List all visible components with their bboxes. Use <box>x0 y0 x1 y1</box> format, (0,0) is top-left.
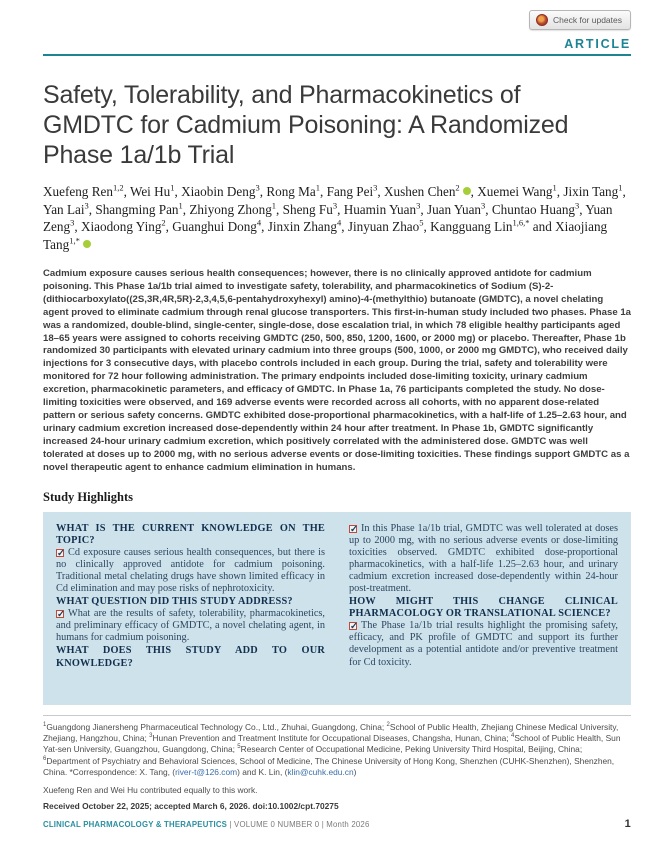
author: Xuefeng Ren$^{1,2}$ <box>43 182 124 199</box>
author: Jixin Tang$^1$ <box>563 182 623 199</box>
highlight-answer: ✓ Cd exposure causes serious health consequences, but there is no clinically approved antidote for cadmium poisoning. Traditional metal chelating drugs have shown limited efficacy in Cd elimination and may pose risks of nephrotoxicity. <box>56 546 325 594</box>
checked-box-icon: ✓ <box>350 621 358 633</box>
author: Sheng Fu$^3$ <box>282 200 338 217</box>
author: Huamin Yuan$^3$ <box>343 200 421 217</box>
author: Xuemei Wang$^1$ <box>477 182 557 199</box>
author: Guanghui Dong$^4$ <box>172 217 262 234</box>
author: Jinyuan Zhao$^5$ <box>347 217 424 234</box>
check-for-updates-button[interactable] <box>529 10 631 30</box>
article-type-label: ARTICLE <box>564 37 631 51</box>
study-highlights-heading: Study Highlights <box>43 489 133 504</box>
page-number: 1 <box>624 818 631 830</box>
header-rule <box>43 54 631 56</box>
author: Xiaodong Ying$^2$ <box>80 217 166 234</box>
author: Yuan Zeng$^3$ <box>43 201 613 234</box>
crossmark-icon <box>536 14 548 26</box>
author: Chuntao Huang$^3$ <box>491 200 580 217</box>
author: Xiaobin Deng$^3$ <box>181 182 260 199</box>
footer-meta: | VOLUME 0 NUMBER 0 | Month 2026 <box>227 820 370 829</box>
author: Shangming Pan$^1$ <box>95 200 183 217</box>
author: Wei Hu$^1$ <box>129 182 175 199</box>
highlight-question: WHAT IS THE CURRENT KNOWLEDGE ON THE TOPIC? <box>56 522 325 546</box>
abstract-text: Cadmium exposure causes serious health consequences; however, there is no clinically approved antidote for cadmium poisoning. This Phase 1a/1b trial aimed to investigate safety, tolerability, and pharmacokinetics of Sodium (S)-2-(dithiocarboxylato((2S,3R,4R,5R)-2,3,4,5,6-pentahydroxyhexyl) amino)-4-(methylthio) butanoate (GMDTC), a novel chelating agent proved to eliminate cadmium through renal glucose transporters. This first-in-human study included two phases. Phase 1a was a randomized, double-blind, single-center, single-dose, dose escalation trial, in which 78 eligible healthy participants aged 18–65 years were assigned to cohorts receiving GMDTC (250, 500, 850, 1200, 1600, or 2000 mg) or placebo. Thereafter, Phase 1b randomized 30 participants with elevated urinary cadmium into three groups (500, 1000, or 2000 mg GMDTC), who received daily injections for 3 consecutive days, with placebo controls included in each group. During the trial, safety and tolerability were monitored for 72 hour following administration. The primary endpoints included dose-limiting toxicity, urinary cadmium excretion, pharmacokinetic parameters, and efficacy of GMDTC. In Phase 1a, 76 participants completed the study. No dose-limiting toxicities were observed, and 169 adverse events were recorded across all cohorts, with no apparent dose-related pattern or serious safety concerns. GMDTC exhibited dose-proportional pharmacokinetics, with a half-life of 1.25–2.63 hour, and urinary cadmium excretion increased dose-dependently within 24 hour after treatment. In Phase 1b, GMDTC significantly increased 24-hour urinary cadmium excretion, which positively correlated with the administered dose. GMDTC was well tolerated at doses up to 2000 mg, with no serious adverse events or dose-limiting toxicities. These findings support GMDTC as a novel therapeutic agent to enhance cadmium elimination in humans. <box>43 268 631 473</box>
correspondence-email-lin[interactable]: klin@cuhk.edu.cn <box>287 767 354 778</box>
author-list: Xuefeng Ren$^{1,2}$, Wei Hu$^1$, Xiaobin Deng$^3$, Rong Ma$^1$, Fang Pei$^3$, Xushen Chen$^2$ , Xuemei Wang$^1$, Jixin Tang$^1$, Yan Lai$^3$, Shangming Pan$^1$, Zhiyong Zhong$^1$, Sheng Fu$^3$, Huamin Yuan$^3$, Juan Yuan$^3$, Chuntao Huang$^3$, Yuan Zeng$^3$, Xiaodong Ying$^2$, Guanghui Dong$^4$, Jinxin Zhang$^4$, Jinyuan Zhao$^5$, Kangguang Lin$^{1,6,*}$ and Xiaojiang Tang$^{1,*}$ <box>43 182 626 252</box>
author: Kangguang Lin$^{1,6,*}$ <box>430 217 530 234</box>
page-title: Safety, Tolerability, and Pharmacokinetics of GMDTC for Cadmium Poisoning: A Randomized Phase 1a/1b Trial <box>43 81 569 169</box>
badge-row <box>43 10 631 30</box>
footnote-separator <box>43 715 631 716</box>
correspondence-email-tang[interactable]: river-t@126.com <box>175 767 238 778</box>
affiliations-text: $^1$Guangdong Jianersheng Pharmaceutical Technology Co., Ltd., Zhuhai, Guangdong, China; $^2$School of Public Health, Zhejiang Chinese Medical University, Zhejiang, Hangzhou, China; $^3$Hunan Prevention and Treatment Institute for Occupational Diseases, Changsha, Hunan, China; $^4$School of Public Health, Sun Yat-sen University, Guangzhou, Guangdong, China; $^5$Research Center of Occupational Medicine, Peking University Third Hospital, Beijing, China; $^6$Department of Psychiatry and Behavioral Sciences, School of Medicine, The Chinese University of Hong Kong, Shenzhen (CUHK-Shenzhen), Shenzhen, China. *Correspondence: X. Tang, (river-t@126.com) and K. Lin, (klin@cuhk.edu.cn) <box>43 721 621 778</box>
highlight-question: HOW MIGHT THIS CHANGE CLINICAL PHARMACOLOGY OR TRANSLATIONAL SCIENCE? <box>349 596 618 620</box>
journal-footer <box>43 818 631 830</box>
received-accepted-note: Received October 22, 2025; accepted March 6, 2026. doi:10.1002/cpt.70275 <box>43 800 339 811</box>
study-highlights-box <box>43 512 631 705</box>
author: Fang Pei$^3$ <box>326 182 378 199</box>
highlight-answer: ✓ The Phase 1a/1b trial results highlight the promising safety, efficacy, and PK profile of GMDTC and support its further development as a potential antidote and/or preventive treatment for Cd toxicity. <box>349 620 618 668</box>
journal-name: CLINICAL PHARMACOLOGY & THERAPEUTICS <box>43 820 228 829</box>
orcid-icon[interactable] <box>83 240 91 248</box>
author: Juan Yuan$^3$ <box>426 200 486 217</box>
check-for-updates-label: Check for updates <box>553 15 622 25</box>
author: Zhiyong Zhong$^1$ <box>189 200 277 217</box>
highlight-answer: ✓ In this Phase 1a/1b trial, GMDTC was well tolerated at doses up to 2000 mg, with no serious adverse events or dose-limiting toxicities observed. GMDTC exhibited dose-proportional pharmacokinetics, with a half-life 1.25–2.63 hour, and urinary cadmium excretion increased dose-dependently within 24-hour post-treatment. <box>349 522 618 594</box>
author: Rong Ma$^1$ <box>266 182 321 199</box>
highlight-question: WHAT DOES THIS STUDY ADD TO OUR KNOWLEDGE? <box>56 645 325 669</box>
checked-box-icon: ✓ <box>57 609 65 621</box>
footer-left <box>43 820 369 829</box>
checked-box-icon: ✓ <box>350 523 358 535</box>
author: Xiaojiang Tang$^{1,*}$ <box>43 219 608 252</box>
checked-box-icon: ✓ <box>57 547 65 559</box>
equal-contribution-note: Xuefeng Ren and Wei Hu contributed equally to this work. <box>43 784 258 795</box>
orcid-icon[interactable] <box>463 187 471 195</box>
highlight-question: WHAT QUESTION DID THIS STUDY ADDRESS? <box>56 596 293 608</box>
author: Yan Lai$^3$ <box>43 200 89 217</box>
author: Jinxin Zhang$^4$ <box>267 217 342 234</box>
highlight-answer: ✓ What are the results of safety, tolerability, pharmacokinetics, and preliminary efficacy of GMDTC, a novel chelating agent, in humans for cadmium poisoning. <box>56 608 325 644</box>
author: Xushen Chen$^2$ <box>384 184 471 199</box>
